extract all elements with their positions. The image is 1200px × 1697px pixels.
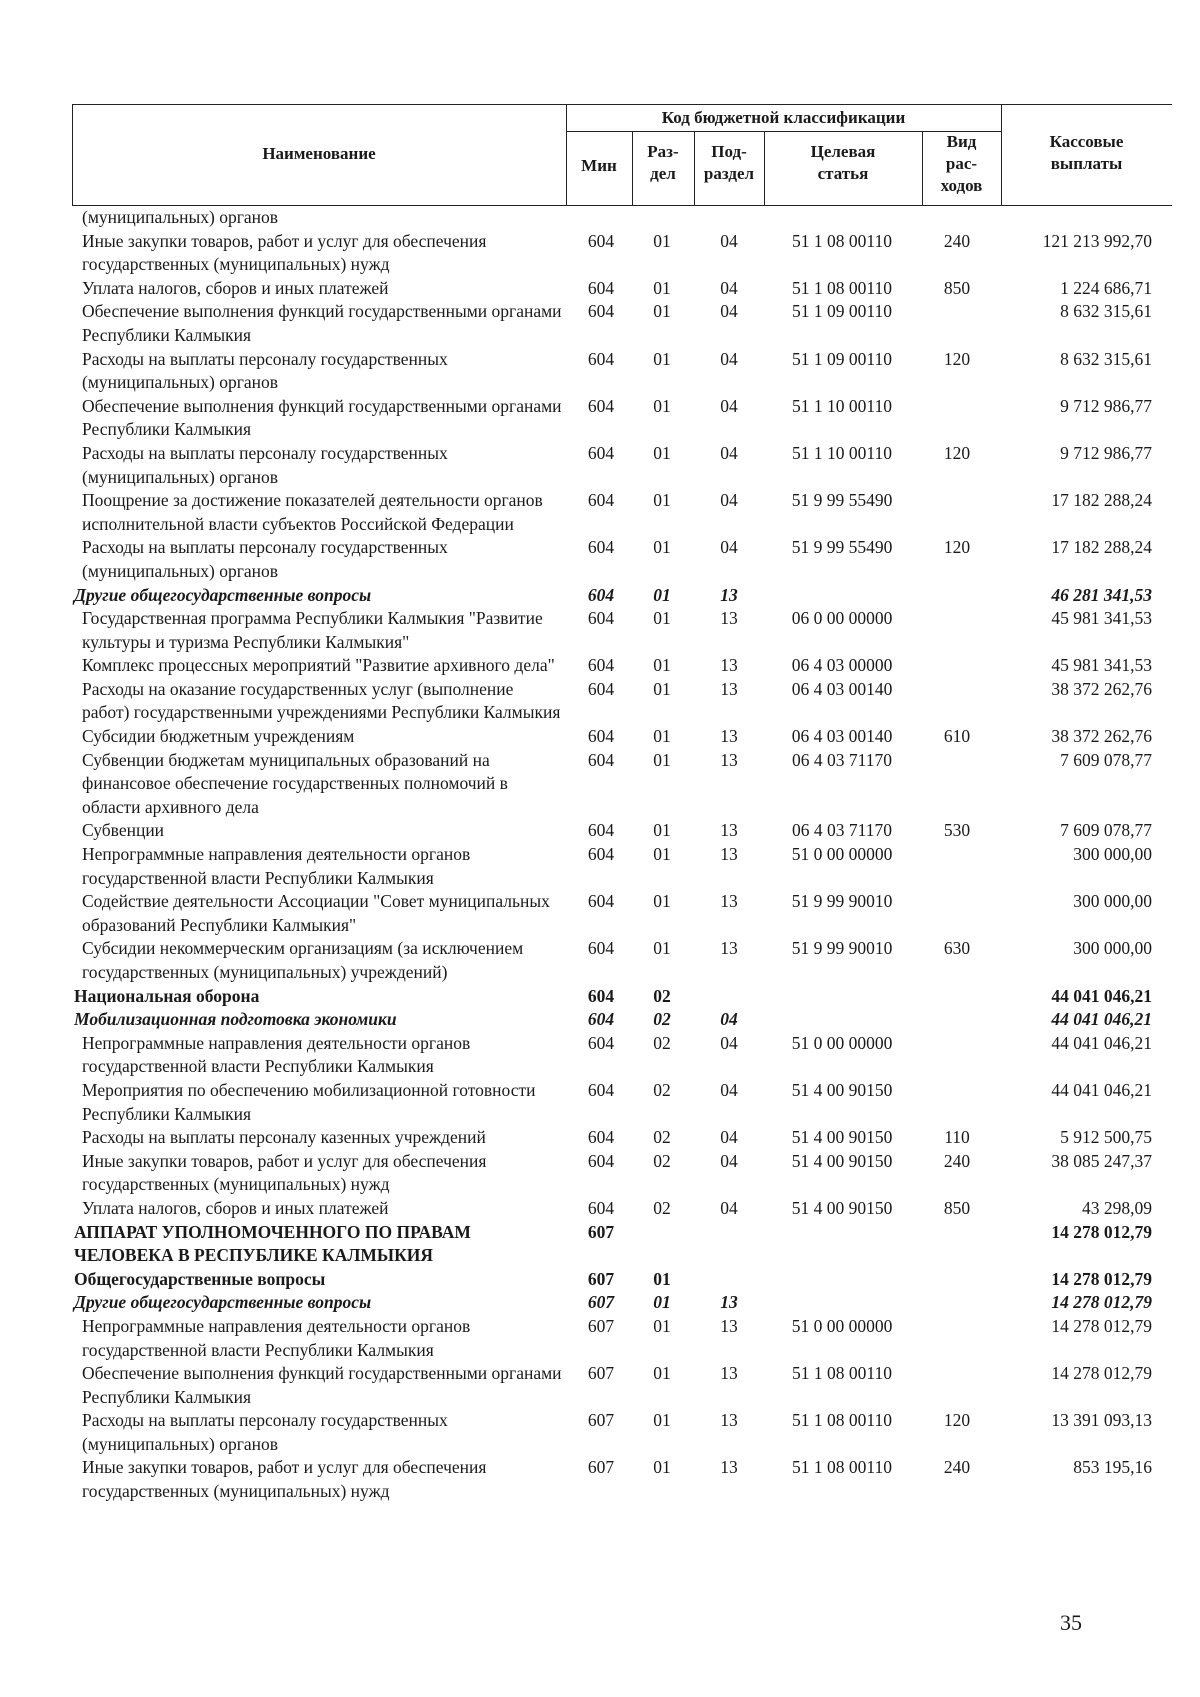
row-vid: 240 xyxy=(943,230,971,251)
row-kassovye: 38 085 247,37 xyxy=(1051,1150,1152,1171)
row-celevaya: 51 1 09 00110 xyxy=(792,348,892,369)
table-row xyxy=(72,1079,1172,1126)
row-kassovye: 44 041 046,21 xyxy=(1051,985,1152,1006)
row-name: Непрограммные направления деятельности органов государственной власти Республики Калмыкия xyxy=(82,1315,471,1360)
row-kassovye: 1 224 686,71 xyxy=(1060,277,1152,298)
row-celevaya: 51 4 00 90150 xyxy=(791,1197,893,1218)
row-podrazdel: 04 xyxy=(720,442,738,463)
table-row xyxy=(72,985,1172,1009)
row-razdel: 01 xyxy=(653,938,671,959)
row-name: Иные закупки товаров, работ и услуг для обеспечения государственных (муниципальных) нужд xyxy=(82,1150,487,1195)
row-razdel: 01 xyxy=(653,844,671,865)
table-row xyxy=(72,348,1172,395)
row-min: 604 xyxy=(587,1032,615,1053)
table-row xyxy=(72,584,1172,608)
row-kassovye: 14 278 012,79 xyxy=(1051,1315,1152,1336)
row-razdel: 02 xyxy=(653,1127,671,1148)
row-min: 604 xyxy=(587,490,615,511)
row-podrazdel: 04 xyxy=(720,490,738,511)
table-row xyxy=(72,489,1172,536)
row-razdel: 01 xyxy=(653,1268,671,1289)
row-name: Непрограммные направления деятельности органов государственной власти Республики Калмыкия xyxy=(82,844,471,888)
row-celevaya: 51 1 08 00110 xyxy=(792,277,892,298)
table-row xyxy=(72,890,1172,937)
row-name: Субвенции xyxy=(82,820,165,841)
row-podrazdel: 04 xyxy=(720,230,738,251)
table-row xyxy=(72,654,1172,678)
row-min: 604 xyxy=(587,820,615,841)
table-row xyxy=(72,749,1172,820)
row-podrazdel: 13 xyxy=(720,1363,738,1384)
row-name: Иные закупки товаров, работ и услуг для обеспечения государственных (муниципальных) нужд xyxy=(82,1457,487,1502)
row-vid: 240 xyxy=(943,1150,971,1171)
row-celevaya: 51 0 00 00000 xyxy=(791,1315,893,1336)
row-name: Поощрение за достижение показателей деятельности органов исполнительной власти субъектов Российской Федерации xyxy=(82,490,543,534)
row-name: Мероприятия по обеспечению мобилизационной готовности Республики Калмыкия xyxy=(82,1079,536,1124)
row-podrazdel: 04 xyxy=(720,1009,738,1030)
row-podrazdel: 13 xyxy=(720,844,738,865)
row-name: Расходы на выплаты персоналу государственных (муниципальных) органов xyxy=(82,442,448,487)
row-podrazdel: 13 xyxy=(720,726,738,747)
row-min: 607 xyxy=(587,1410,615,1431)
row-razdel: 01 xyxy=(653,230,671,251)
row-min: 607 xyxy=(587,1268,615,1289)
row-min: 604 xyxy=(587,1150,615,1171)
row-vid: 120 xyxy=(943,348,971,369)
table-row xyxy=(72,300,1172,347)
row-celevaya: 51 4 00 90150 xyxy=(791,1150,893,1171)
row-razdel: 01 xyxy=(653,891,671,912)
row-min: 604 xyxy=(587,1197,615,1218)
row-podrazdel: 13 xyxy=(720,1292,738,1313)
row-kassovye: 14 278 012,79 xyxy=(1051,1268,1152,1289)
table-row xyxy=(72,1409,1172,1456)
row-razdel: 01 xyxy=(653,608,671,629)
row-podrazdel: 13 xyxy=(720,608,738,629)
table-row xyxy=(72,230,1172,277)
row-name: Иные закупки товаров, работ и услуг для обеспечения государственных (муниципальных) нужд xyxy=(82,230,487,275)
row-celevaya: 06 4 03 71170 xyxy=(792,820,892,841)
row-min: 604 xyxy=(587,985,615,1006)
row-celevaya: 51 0 00 00000 xyxy=(791,1032,893,1053)
row-vid: 530 xyxy=(943,820,971,841)
row-celevaya: 51 9 99 55490 xyxy=(791,490,893,511)
row-razdel: 01 xyxy=(653,584,671,605)
row-kassovye: 300 000,00 xyxy=(1073,938,1152,959)
page-number: 35 xyxy=(1060,1610,1082,1635)
row-razdel: 02 xyxy=(653,1079,671,1100)
row-podrazdel: 13 xyxy=(720,749,738,770)
row-celevaya: 51 1 08 00110 xyxy=(792,1410,892,1431)
row-kassovye: 38 372 262,76 xyxy=(1051,726,1152,747)
row-kassovye: 7 609 078,77 xyxy=(1060,749,1152,770)
row-celevaya: 06 4 03 00140 xyxy=(791,678,893,699)
row-min: 604 xyxy=(587,678,615,699)
row-podrazdel: 04 xyxy=(720,1079,738,1100)
row-kassovye: 45 981 341,53 xyxy=(1051,608,1152,629)
row-name: Общегосударственные вопросы xyxy=(74,1268,326,1289)
row-min: 604 xyxy=(587,584,615,605)
table-row xyxy=(72,1291,1172,1315)
row-podrazdel: 04 xyxy=(720,537,738,558)
row-celevaya: 06 4 03 00140 xyxy=(791,726,893,747)
row-celevaya: 51 9 99 55490 xyxy=(791,537,893,558)
table-row xyxy=(72,1008,1172,1032)
table-row xyxy=(72,1126,1172,1150)
row-min: 604 xyxy=(587,749,615,770)
row-podrazdel: 04 xyxy=(720,395,738,416)
row-min: 604 xyxy=(587,938,615,959)
row-kassovye: 44 041 046,21 xyxy=(1051,1009,1152,1030)
budget-table xyxy=(72,104,1172,1504)
table-row xyxy=(72,937,1172,984)
row-razdel: 01 xyxy=(653,1292,671,1313)
row-kassovye: 9 712 986,77 xyxy=(1060,395,1152,416)
header-razdel: Раз- дел xyxy=(647,142,679,183)
row-razdel: 01 xyxy=(653,1315,671,1336)
row-min: 604 xyxy=(587,1127,615,1148)
table-header xyxy=(72,104,1172,206)
row-kassovye: 853 195,16 xyxy=(1073,1457,1152,1478)
row-podrazdel: 13 xyxy=(720,938,738,959)
row-name: Расходы на выплаты персоналу государственных (муниципальных) органов xyxy=(82,537,448,581)
row-min: 604 xyxy=(587,230,615,251)
header-celevaya: Целевая статья xyxy=(810,142,876,183)
header-name: Наименование xyxy=(262,144,376,163)
row-kassovye: 8 632 315,61 xyxy=(1060,301,1152,322)
row-name: Комплекс процессных мероприятий "Развитие архивного дела" xyxy=(82,655,555,676)
row-razdel: 01 xyxy=(653,442,671,463)
row-name: (муниципальных) органов xyxy=(82,207,279,227)
row-celevaya: 51 4 00 90150 xyxy=(791,1127,893,1148)
row-celevaya: 51 9 99 90010 xyxy=(791,891,893,912)
row-celevaya: 51 1 10 00110 xyxy=(792,442,892,463)
row-podrazdel: 04 xyxy=(720,277,738,298)
row-podrazdel: 13 xyxy=(720,820,738,841)
table-row xyxy=(72,843,1172,890)
row-razdel: 01 xyxy=(653,820,671,841)
row-celevaya: 51 1 10 00110 xyxy=(792,395,892,416)
row-min: 604 xyxy=(587,655,615,676)
row-kassovye: 300 000,00 xyxy=(1073,891,1152,912)
row-kassovye: 43 298,09 xyxy=(1082,1197,1152,1218)
row-podrazdel: 04 xyxy=(720,301,738,322)
row-vid: 120 xyxy=(943,1410,971,1431)
row-min: 604 xyxy=(587,726,615,747)
row-kassovye: 17 182 288,24 xyxy=(1051,537,1152,558)
row-vid: 610 xyxy=(943,726,971,747)
row-min: 604 xyxy=(587,1079,615,1100)
row-kassovye: 14 278 012,79 xyxy=(1051,1363,1152,1384)
row-celevaya: 06 4 03 71170 xyxy=(792,749,892,770)
row-kassovye: 17 182 288,24 xyxy=(1051,490,1152,511)
row-kassovye: 5 912 500,75 xyxy=(1060,1127,1152,1148)
row-podrazdel: 13 xyxy=(720,678,738,699)
row-kassovye: 44 041 046,21 xyxy=(1051,1079,1152,1100)
row-razdel: 02 xyxy=(653,985,671,1006)
table-row xyxy=(72,277,1172,301)
row-podrazdel: 04 xyxy=(720,1032,738,1053)
row-min: 604 xyxy=(587,442,615,463)
row-min: 604 xyxy=(587,1009,615,1030)
row-kassovye: 8 632 315,61 xyxy=(1060,348,1152,369)
row-razdel: 02 xyxy=(653,1150,671,1171)
row-name: Обеспечение выполнения функций государственными органами Республики Калмыкия xyxy=(82,301,562,345)
table-row xyxy=(72,725,1172,749)
row-kassovye: 7 609 078,77 xyxy=(1060,820,1152,841)
row-min: 607 xyxy=(587,1363,615,1384)
row-name: Расходы на выплаты персоналу государственных (муниципальных) органов xyxy=(82,1410,448,1454)
row-razdel: 01 xyxy=(653,490,671,511)
row-kassovye: 13 391 093,13 xyxy=(1051,1410,1152,1431)
table-row xyxy=(72,536,1172,583)
row-kassovye: 46 281 341,53 xyxy=(1051,584,1152,605)
row-razdel: 01 xyxy=(653,301,671,322)
table-row xyxy=(72,206,1172,230)
row-kassovye: 14 278 012,79 xyxy=(1051,1221,1152,1242)
table-body xyxy=(72,206,1172,1504)
row-razdel: 01 xyxy=(653,1457,671,1478)
row-celevaya: 06 4 03 00000 xyxy=(791,655,893,676)
row-name: Расходы на выплаты персоналу казенных учреждений xyxy=(82,1127,486,1148)
row-podrazdel: 04 xyxy=(720,1127,738,1148)
row-name: Субсидии некоммерческим организациям (за исключением государственных (муниципальных) учреждений) xyxy=(82,938,524,982)
row-razdel: 01 xyxy=(653,537,671,558)
table-row xyxy=(72,1456,1172,1503)
row-min: 604 xyxy=(587,844,615,865)
row-name: Содействие деятельности Ассоциации "Совет муниципальных образований Республики Калмыкия" xyxy=(82,891,550,935)
row-vid: 110 xyxy=(944,1127,970,1148)
header-kbk: Код бюджетной классификации xyxy=(661,108,906,127)
row-vid: 850 xyxy=(943,1197,971,1218)
table-row xyxy=(72,1362,1172,1409)
header-kassovye: Кассовые выплаты xyxy=(1049,132,1124,173)
row-kassovye: 44 041 046,21 xyxy=(1051,1032,1152,1053)
row-celevaya: 51 0 00 00000 xyxy=(791,844,893,865)
row-vid: 850 xyxy=(943,277,971,298)
table-row xyxy=(72,1150,1172,1197)
row-celevaya: 51 4 00 90150 xyxy=(791,1079,893,1100)
row-kassovye: 9 712 986,77 xyxy=(1060,442,1152,463)
table-row xyxy=(72,395,1172,442)
table-row xyxy=(72,607,1172,654)
table-row xyxy=(72,678,1172,725)
row-min: 604 xyxy=(587,348,615,369)
row-razdel: 01 xyxy=(653,678,671,699)
row-podrazdel: 13 xyxy=(720,1315,738,1336)
row-min: 604 xyxy=(587,608,615,629)
row-name: АППАРАТ УПОЛНОМОЧЕННОГО ПО ПРАВАМ ЧЕЛОВЕКА В РЕСПУБЛИКЕ КАЛМЫКИЯ xyxy=(74,1221,471,1266)
row-podrazdel: 13 xyxy=(720,584,738,605)
row-kassovye: 38 372 262,76 xyxy=(1051,678,1152,699)
table-row xyxy=(72,1268,1172,1292)
row-kassovye: 300 000,00 xyxy=(1073,844,1152,865)
row-min: 604 xyxy=(587,537,615,558)
table-row xyxy=(72,819,1172,843)
row-name: Непрограммные направления деятельности органов государственной власти Республики Калмыкия xyxy=(82,1032,471,1077)
row-razdel: 01 xyxy=(653,655,671,676)
row-name: Уплата налогов, сборов и иных платежей xyxy=(82,1197,389,1218)
table-row xyxy=(72,442,1172,489)
row-podrazdel: 13 xyxy=(720,1410,738,1431)
row-name: Субвенции бюджетам муниципальных образований на финансовое обеспечение государственных полномочий в области архивного дела xyxy=(82,749,508,817)
row-min: 604 xyxy=(587,395,615,416)
row-razdel: 02 xyxy=(653,1032,671,1053)
row-min: 604 xyxy=(587,301,615,322)
row-celevaya: 51 1 08 00110 xyxy=(792,1457,892,1478)
row-razdel: 01 xyxy=(653,726,671,747)
row-min: 607 xyxy=(587,1315,615,1336)
row-min: 604 xyxy=(587,891,615,912)
row-podrazdel: 04 xyxy=(720,1150,738,1171)
row-vid: 630 xyxy=(943,938,971,959)
row-kassovye: 121 213 992,70 xyxy=(1042,230,1152,251)
header-podrazdel: Под- раздел xyxy=(703,142,755,183)
row-razdel: 01 xyxy=(653,348,671,369)
row-podrazdel: 04 xyxy=(720,1197,738,1218)
table-row xyxy=(72,1315,1172,1362)
row-name: Государственная программа Республики Калмыкия "Развитие культуры и туризма Республики Калмыкия" xyxy=(82,608,543,652)
row-min: 607 xyxy=(587,1457,615,1478)
row-min: 607 xyxy=(587,1221,615,1242)
row-podrazdel: 13 xyxy=(720,891,738,912)
row-podrazdel: 04 xyxy=(720,348,738,369)
table-row xyxy=(72,1197,1172,1221)
header-vid: Вид рас- ходов xyxy=(940,132,983,195)
row-razdel: 01 xyxy=(653,395,671,416)
row-name: Расходы на выплаты персоналу государственных (муниципальных) органов xyxy=(82,348,448,393)
row-celevaya: 51 1 09 00110 xyxy=(792,301,892,322)
row-name: Обеспечение выполнения функций государственными органами Республики Калмыкия xyxy=(82,395,562,440)
table-row xyxy=(72,1032,1172,1079)
row-celevaya: 06 0 00 00000 xyxy=(791,608,893,629)
row-celevaya: 51 1 08 00110 xyxy=(792,1363,892,1384)
row-razdel: 01 xyxy=(653,1410,671,1431)
row-razdel: 01 xyxy=(653,749,671,770)
row-vid: 120 xyxy=(943,442,971,463)
row-name: Мобилизационная подготовка экономики xyxy=(74,1009,397,1030)
row-vid: 240 xyxy=(943,1457,971,1478)
row-razdel: 01 xyxy=(653,1363,671,1384)
row-celevaya: 51 1 08 00110 xyxy=(792,230,892,251)
row-celevaya: 51 9 99 90010 xyxy=(791,938,893,959)
header-min: Мин xyxy=(581,156,617,175)
row-name: Другие общегосударственные вопросы xyxy=(74,584,372,605)
row-name: Национальная оборона xyxy=(74,985,260,1006)
row-min: 604 xyxy=(587,277,615,298)
row-name: Обеспечение выполнения функций государственными органами Республики Калмыкия xyxy=(82,1363,562,1407)
row-razdel: 02 xyxy=(653,1009,671,1030)
table-row xyxy=(72,1221,1172,1268)
row-razdel: 02 xyxy=(653,1197,671,1218)
row-name: Другие общегосударственные вопросы xyxy=(74,1292,372,1313)
row-name: Уплата налогов, сборов и иных платежей xyxy=(82,277,389,298)
row-kassovye: 14 278 012,79 xyxy=(1051,1292,1152,1313)
row-vid: 120 xyxy=(943,537,971,558)
row-name: Субсидии бюджетным учреждениям xyxy=(82,726,355,747)
row-name: Расходы на оказание государственных услуг (выполнение работ) государственными учреждениями Республики Калмыкия xyxy=(82,678,561,723)
row-podrazdel: 13 xyxy=(720,1457,738,1478)
row-min: 607 xyxy=(587,1292,615,1313)
row-razdel: 01 xyxy=(653,277,671,298)
row-kassovye: 45 981 341,53 xyxy=(1051,655,1152,676)
row-podrazdel: 13 xyxy=(720,655,738,676)
